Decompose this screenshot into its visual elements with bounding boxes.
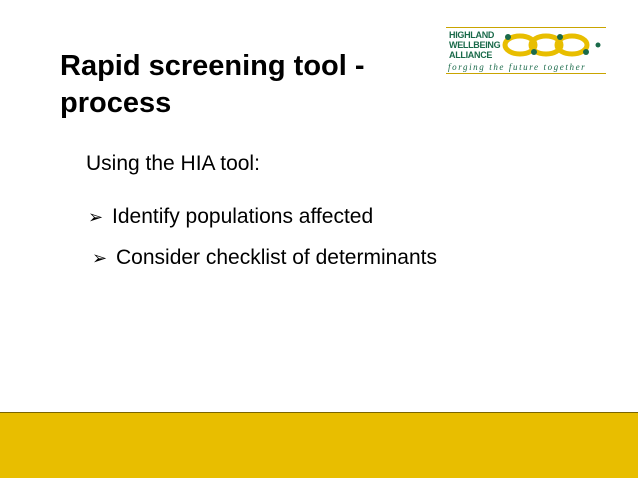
logo-word-1: HIGHLAND [449,30,495,40]
highland-wellbeing-alliance-logo [446,26,608,80]
intro-text: Using the HIA tool: [86,152,260,175]
linked-rings-icon [502,30,604,60]
logo-tagline: forging the future together [448,62,587,72]
bullet-item [88,204,373,230]
logo-word-3: ALLIANCE [449,50,493,60]
bullet-text: Identify populations affected [112,205,374,228]
bullet-text: Consider checklist of determinants [116,246,437,269]
slide-title-line-2: process [60,87,172,119]
footer-band [0,412,638,478]
bullet-item [92,245,437,271]
slide-title-line-1: Rapid screening tool - [60,50,365,82]
logo-bottom-rule [446,73,606,74]
logo-top-rule [446,27,606,28]
arrow-bullet-icon: ➢ [88,207,104,227]
slide-title [60,48,420,122]
logo-word-2: WELLBEING [449,40,501,50]
arrow-bullet-icon: ➢ [92,248,108,268]
logo-wordmark [449,30,500,60]
